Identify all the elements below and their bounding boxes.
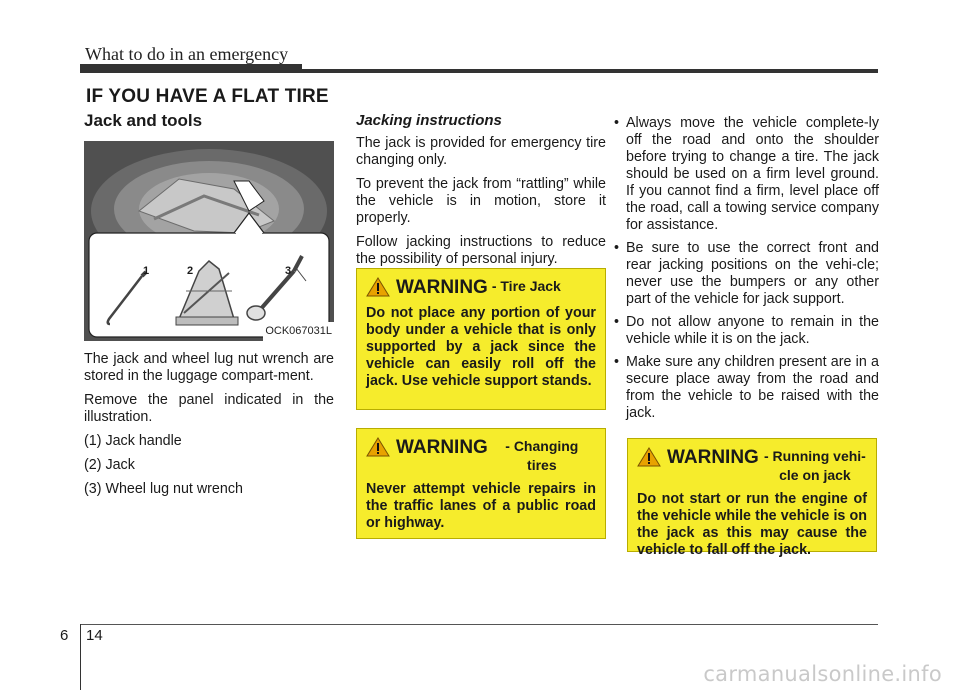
figure-code: OCK067031L (263, 322, 334, 341)
bullet-item: • Do not allow anyone to remain in the vehicle while it is on the jack. (609, 314, 879, 348)
paragraph: The jack is provided for emergency tire changing only. (356, 135, 606, 168)
paragraph: To prevent the jack from “rattling” while the vehicle is in motion, store it properly. (356, 176, 606, 226)
paragraph: Remove the panel indicated in the illustration. (84, 392, 334, 425)
section-title: IF YOU HAVE A FLAT TIRE (86, 86, 329, 107)
bullet-item: • Be sure to use the correct front and rear jacking positions on the vehi-cle; never use the bumpers or any other part of the vehicle for jack support. (609, 240, 879, 308)
tool-item: (2) Jack (84, 457, 135, 473)
bullet-list (609, 115, 879, 422)
chapter-number: 6 (60, 627, 69, 644)
warning-subtitle: - Changing tires (505, 438, 579, 473)
warning-box-running-vehicle (627, 438, 877, 558)
bullet-item: • Make sure any children present are in a secure place away from the road and from the vehicle to be raised with the jack. (609, 354, 879, 422)
warning-word: WARNING (396, 437, 488, 458)
jacking-instructions-heading: Jacking instructions (356, 112, 502, 129)
warning-box-changing-tires (356, 428, 606, 539)
callout-2: 2 (187, 265, 194, 277)
warning-triangle-icon (366, 437, 390, 457)
footer-divider (80, 624, 81, 690)
warning-subtitle: - Tire Jack (491, 278, 561, 294)
warning-word: WARNING (396, 277, 488, 298)
column-1 (84, 112, 334, 505)
footer-rule (80, 624, 878, 625)
warning-header (366, 437, 596, 475)
header-rule (80, 69, 878, 73)
warning-subtitle: - Running vehi-cle on jack (763, 448, 866, 483)
warning-word: WARNING (667, 447, 759, 468)
page-header-title: What to do in an emergency (85, 44, 289, 64)
warning-body: Do not place any portion of your body under a vehicle that is only supported by a jack since the vehicle can easily roll off the jack. Use vehicle support stands. (366, 305, 596, 389)
tool-item: (3) Wheel lug nut wrench (84, 481, 243, 497)
paragraph: The jack and wheel lug nut wrench are stored in the luggage compart-ment. (84, 351, 334, 384)
column-2 (356, 112, 606, 275)
trunk-jack-drawing (84, 141, 334, 341)
jack-tools-illustration (84, 141, 334, 341)
callout-3: 3 (285, 265, 292, 277)
warning-body: Do not start or run the engine of the vehicle while the vehicle is on the jack as this may cause the vehicle to fall off the jack. (637, 491, 867, 558)
paragraph: Follow jacking instructions to reduce the possibility of personal injury. (356, 234, 606, 267)
bullet-item: • Always move the vehicle complete-ly off the road and onto the shoulder before trying to change a tire. The jack should be used on a firm level ground. If you cannot find a firm, level place off the road, call a towing service company for assistance. (609, 115, 879, 234)
warning-header (637, 447, 867, 485)
watermark: carmanualsonline.info (703, 662, 942, 686)
jack-tools-heading: Jack and tools (84, 111, 203, 130)
callout-1: 1 (143, 265, 150, 277)
warning-header (366, 277, 596, 299)
warning-box-tire-jack (356, 268, 606, 410)
page-number: 14 (86, 627, 103, 644)
tool-item: (1) Jack handle (84, 433, 182, 449)
column-3 (609, 115, 879, 428)
warning-triangle-icon (366, 277, 390, 297)
warning-triangle-icon (637, 447, 661, 467)
warning-body: Never attempt vehicle repairs in the traffic lanes of a public road or highway. (366, 481, 596, 531)
